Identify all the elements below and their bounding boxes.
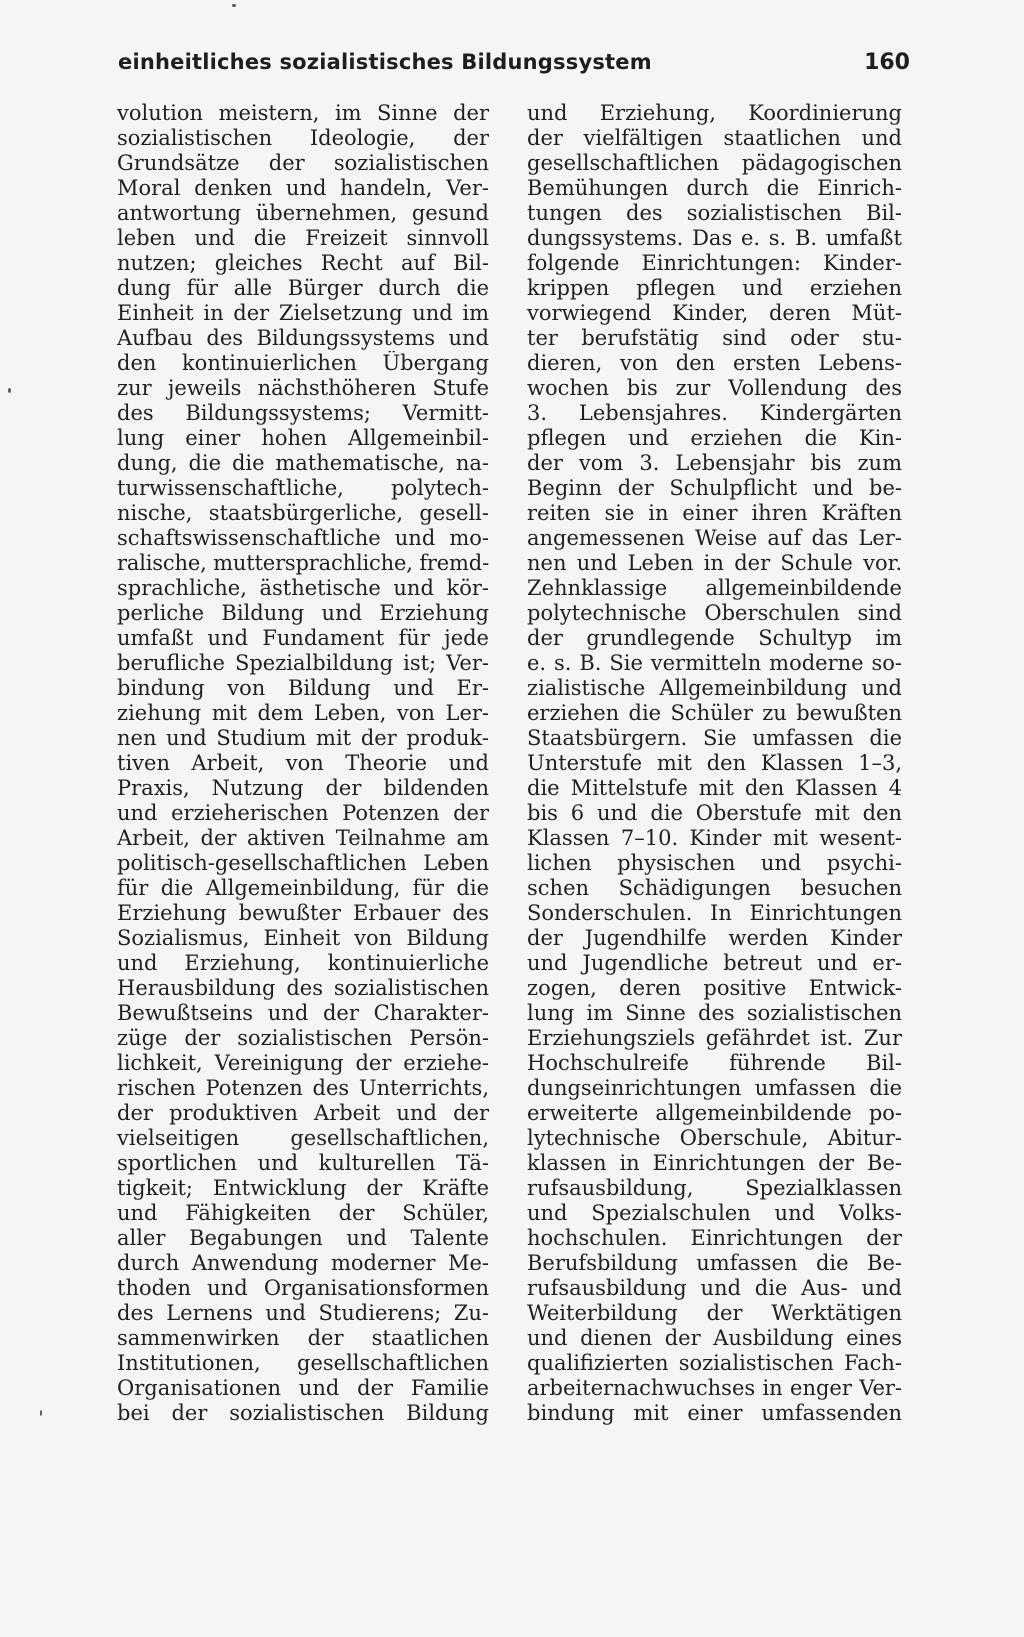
text-line: Bemühungen durch die Einrich- [527, 176, 902, 200]
text-line: ralische, muttersprachliche, fremd- [117, 551, 489, 575]
text-line: 3. Lebensjahres. Kindergärten [527, 401, 902, 425]
text-line: schen Schädigungen besuchen [527, 876, 902, 900]
text-line: Bewußtseins und der Charakter- [117, 1001, 489, 1025]
text-line: dungseinrichtungen umfassen die [527, 1076, 902, 1100]
text-line: aller Begabungen und Talente [117, 1226, 489, 1250]
text-line: vielseitigen gesellschaftlichen, [117, 1126, 489, 1150]
text-line: Sonderschulen. In Einrichtungen [527, 901, 902, 925]
text-line: angemessenen Weise auf das Ler- [527, 526, 902, 550]
text-line: ter berufstätig sind oder stu- [527, 326, 902, 350]
text-line: klassen in Einrichtungen der Be- [527, 1151, 902, 1175]
text-line: tiven Arbeit, von Theorie und [117, 751, 489, 775]
page-header [118, 50, 910, 86]
page-number: 160 [864, 50, 910, 75]
text-line: sammenwirken der staatlichen [117, 1326, 489, 1350]
text-line: bindung von Bildung und Er- [117, 676, 489, 700]
text-line: lichkeit, Vereinigung der erziehe- [117, 1051, 489, 1075]
text-line: sozialistischen Ideologie, der [117, 126, 489, 150]
text-line: bis 6 und die Oberstufe mit den [527, 801, 902, 825]
text-line: Erziehung bewußter Erbauer des [117, 901, 489, 925]
text-line: perliche Bildung und Erziehung [117, 601, 489, 625]
text-line: thoden und Organisationsformen [117, 1276, 489, 1300]
text-line: polytechnische Oberschulen sind [527, 601, 902, 625]
text-line: und Fähigkeiten der Schüler, [117, 1201, 489, 1225]
text-line: und dienen der Ausbildung eines [527, 1326, 902, 1350]
text-line: züge der sozialistischen Persön- [117, 1026, 489, 1050]
text-line: lichen physischen und psychi- [527, 851, 902, 875]
text-line: Beginn der Schulpflicht und be- [527, 476, 902, 500]
text-line: turwissenschaftliche, polytech- [117, 476, 489, 500]
text-line: pflegen und erziehen die Kin- [527, 426, 902, 450]
text-line: lung im Sinne des sozialistischen [527, 1001, 902, 1025]
text-line: den kontinuierlichen Übergang [117, 351, 489, 375]
right-text-column [527, 101, 902, 1426]
text-line: dung für alle Bürger durch die [117, 276, 489, 300]
scan-speck [40, 1410, 42, 1416]
text-line: Organisationen und der Familie [117, 1376, 489, 1400]
text-line: schaftswissenschaftliche und mo- [117, 526, 489, 550]
text-line: antwortung übernehmen, gesund [117, 201, 489, 225]
text-line: Erziehungsziels gefährdet ist. Zur [527, 1026, 902, 1050]
text-line: erweiterte allgemeinbildende po- [527, 1101, 902, 1125]
text-line: erziehen die Schüler zu bewußten [527, 701, 902, 725]
text-line: Sozialismus, Einheit von Bildung [117, 926, 489, 950]
text-line: sportlichen und kulturellen Tä- [117, 1151, 489, 1175]
text-line: rischen Potenzen des Unterrichts, [117, 1076, 489, 1100]
text-line: lytechnische Oberschule, Abitur- [527, 1126, 902, 1150]
text-line: ziehung mit dem Leben, von Ler- [117, 701, 489, 725]
text-line: der vielfältigen staatlichen und [527, 126, 902, 150]
text-line: qualifizierten sozialistischen Fach- [527, 1351, 902, 1375]
text-line: sprachliche, ästhetische und kör- [117, 576, 489, 600]
text-line: nutzen; gleiches Recht auf Bil- [117, 251, 489, 275]
text-line: dieren, von den ersten Lebens- [527, 351, 902, 375]
text-line: der produktiven Arbeit und der [117, 1101, 489, 1125]
text-line: gesellschaftlichen pädagogischen [527, 151, 902, 175]
text-line: wochen bis zur Vollendung des [527, 376, 902, 400]
text-line: Praxis, Nutzung der bildenden [117, 776, 489, 800]
text-line: krippen pflegen und erziehen [527, 276, 902, 300]
text-line: zur jeweils nächsthöheren Stufe [117, 376, 489, 400]
text-line: vorwiegend Kinder, deren Müt- [527, 301, 902, 325]
text-line: und Jugendliche betreut und er- [527, 951, 902, 975]
text-line: Hochschulreife führende Bil- [527, 1051, 902, 1075]
text-line: und Erziehung, Koordinierung [527, 101, 902, 125]
scan-speck [232, 4, 236, 7]
text-line: Herausbildung des sozialistischen [117, 976, 489, 1000]
text-line: hochschulen. Einrichtungen der [527, 1226, 902, 1250]
text-line: Berufsbildung umfassen die Be- [527, 1251, 902, 1275]
text-line: der vom 3. Lebensjahr bis zum [527, 451, 902, 475]
text-line: und erzieherischen Potenzen der [117, 801, 489, 825]
text-line: nische, staatsbürgerliche, gesell- [117, 501, 489, 525]
text-line: Staatsbürgern. Sie umfassen die [527, 726, 902, 750]
text-line: des Lernens und Studierens; Zu- [117, 1301, 489, 1325]
text-line: folgende Einrichtungen: Kinder- [527, 251, 902, 275]
text-line: reiten sie in einer ihren Kräften [527, 501, 902, 525]
text-line: arbeiternachwuchses in enger Ver- [527, 1376, 902, 1400]
text-line: volution meistern, im Sinne der [117, 101, 489, 125]
text-line: dung, die die mathematische, na- [117, 451, 489, 475]
text-line: e. s. B. Sie vermitteln moderne so- [527, 651, 902, 675]
left-text-column [117, 101, 489, 1426]
text-line: durch Anwendung moderner Me- [117, 1251, 489, 1275]
text-line: und Erziehung, kontinuierliche [117, 951, 489, 975]
text-line: tungen des sozialistischen Bil- [527, 201, 902, 225]
text-line: tigkeit; Entwicklung der Kräfte [117, 1176, 489, 1200]
text-line: für die Allgemeinbildung, für die [117, 876, 489, 900]
text-line: der Jugendhilfe werden Kinder [527, 926, 902, 950]
text-line: lung einer hohen Allgemeinbil- [117, 426, 489, 450]
text-line: zogen, deren positive Entwick- [527, 976, 902, 1000]
text-line: Grundsätze der sozialistischen [117, 151, 489, 175]
text-line: Einheit in der Zielsetzung und im [117, 301, 489, 325]
text-line: nen und Studium mit der produk- [117, 726, 489, 750]
scan-speck [8, 388, 11, 393]
text-line: bei der sozialistischen Bildung [117, 1401, 489, 1425]
text-line: der grundlegende Schultyp im [527, 626, 902, 650]
text-line: berufliche Spezialbildung ist; Ver- [117, 651, 489, 675]
text-line: Zehnklassige allgemeinbildende [527, 576, 902, 600]
text-line: Institutionen, gesellschaftlichen [117, 1351, 489, 1375]
text-line: bindung mit einer umfassenden [527, 1401, 902, 1425]
text-line: Unterstufe mit den Klassen 1–3, [527, 751, 902, 775]
text-line: politisch-gesellschaftlichen Leben [117, 851, 489, 875]
text-line: Weiterbildung der Werktätigen [527, 1301, 902, 1325]
text-line: Arbeit, der aktiven Teilnahme am [117, 826, 489, 850]
text-line: die Mittelstufe mit den Klassen 4 [527, 776, 902, 800]
text-line: nen und Leben in der Schule vor. [527, 551, 902, 575]
text-line: umfaßt und Fundament für jede [117, 626, 489, 650]
text-line: Moral denken und handeln, Ver- [117, 176, 489, 200]
text-line: dungssystems. Das e. s. B. umfaßt [527, 226, 902, 250]
text-line: rufsausbildung, Spezialklassen [527, 1176, 902, 1200]
text-line: und Spezialschulen und Volks- [527, 1201, 902, 1225]
text-line: Aufbau des Bildungssystems und [117, 326, 489, 350]
text-line: Klassen 7–10. Kinder mit wesent- [527, 826, 902, 850]
running-head: einheitliches sozialistisches Bildungssystem [118, 50, 652, 74]
text-line: leben und die Freizeit sinnvoll [117, 226, 489, 250]
text-line: des Bildungssystems; Vermitt- [117, 401, 489, 425]
text-line: zialistische Allgemeinbildung und [527, 676, 902, 700]
text-line: rufsausbildung und die Aus- und [527, 1276, 902, 1300]
